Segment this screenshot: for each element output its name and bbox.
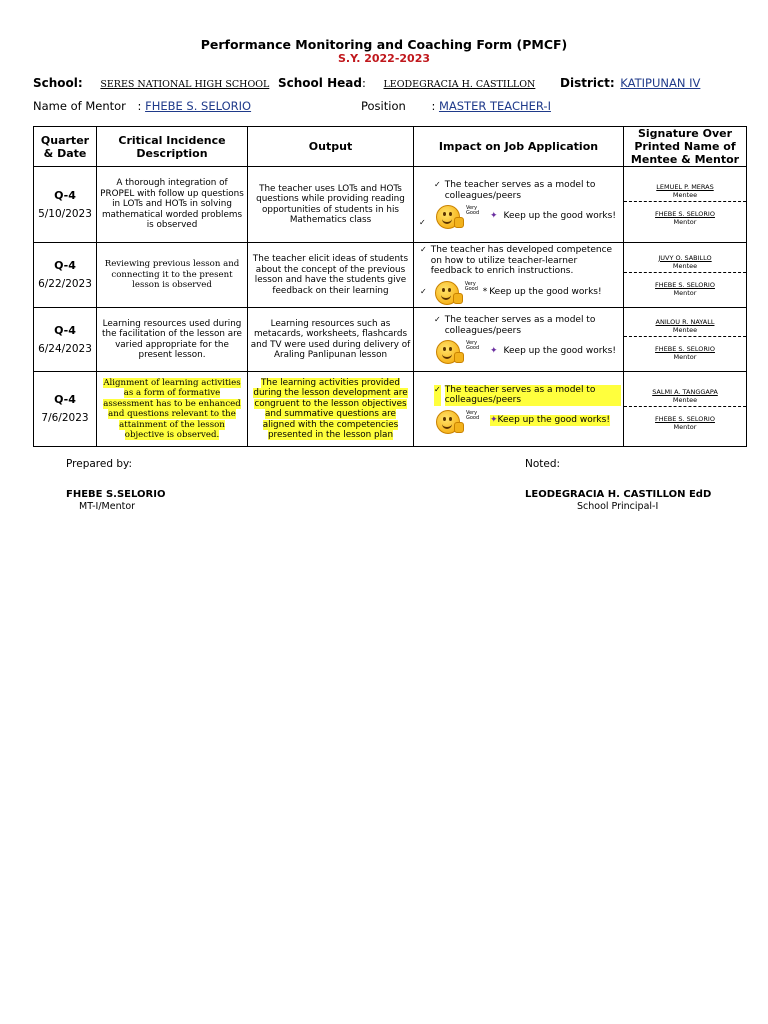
form-title: Performance Monitoring and Coaching Form (PMCF) (200, 37, 568, 52)
output-cell: The teacher elicit ideas of students about the concept of the previous lesson and have the students give feedback on their learning (248, 243, 414, 308)
table-row (34, 308, 747, 372)
quarter: Q-4 (54, 188, 76, 202)
table-row (34, 167, 747, 243)
quarter: Q-4 (54, 323, 76, 337)
pmcf-table (33, 126, 747, 447)
header-quarter-date: Quarter & Date (34, 127, 97, 167)
district-value: KATIPUNAN IV (620, 76, 701, 90)
mentor-field (33, 99, 251, 113)
very-good-smiley-icon (436, 203, 466, 229)
impact-text: The teacher has developed competence on how to utilize teacher-learner feedback to enrich instructions. (430, 245, 613, 277)
description-highlight: Alignment of learning activities as a form of formative assessment has to be enhanced and questions relevant to the attainment of the lesson objective is observed. (103, 377, 241, 440)
very-good-smiley-icon (436, 408, 466, 434)
prepared-by-title: MT-I/Mentor (79, 501, 136, 512)
impact-line (416, 385, 621, 406)
mentee-role: Mentee (672, 191, 698, 199)
mentor-role: Mentor (673, 218, 697, 226)
school-label: School: (33, 76, 83, 90)
check-icon: ✓ (434, 385, 441, 406)
remark-row (416, 203, 621, 229)
impact-line (416, 315, 621, 336)
school-head-colon: : (361, 76, 366, 90)
position-label: Position (361, 99, 406, 113)
description-cell: Reviewing previous lesson and connecting it to the present lesson is observed (97, 243, 248, 308)
quarter-date-cell (34, 372, 97, 447)
mentee-role: Mentee (672, 261, 698, 270)
star-bullet-icon: ✦ (490, 415, 498, 426)
school-head-field (278, 76, 535, 90)
description-cell: A thorough integration of PROPEL with follow up questions in LOTs and HOTs in solving mathematical worded problems is observed (97, 167, 248, 243)
description-cell: Learning resources used during the facilitation of the lesson are varied appropriate for the present lesson. (97, 308, 248, 372)
date: 7/6/2023 (41, 412, 89, 424)
check-icon: ✓ (419, 217, 426, 227)
mentee-role: Mentee (672, 395, 698, 404)
impact-text: The teacher serves as a model to colleagues/peers (444, 315, 596, 336)
star-bullet-icon: ✦ (490, 210, 498, 221)
output-highlight: The learning activities provided during the lesson development are congruent to the lesson objectives and summative questions are aligned with the competencies presented in the lesson plan (253, 377, 408, 440)
signature-cell (624, 167, 747, 243)
table-row (34, 372, 747, 447)
header-signature: Signature Over Printed Name of Mentee & Mentor (624, 127, 747, 167)
very-good-label: Very Good (466, 340, 480, 351)
mentee-name: SALMI A. TANGGAPA (652, 387, 718, 396)
impact-cell (414, 167, 624, 243)
school-head-value: LEODEGRACIA H. CASTILLON (383, 79, 536, 90)
impact-text: The teacher serves as a model to colleagues/peers (445, 385, 621, 406)
school-year: S.Y. 2022-2023 (337, 52, 431, 65)
mentee-name: ANILOU R. NAYALL (655, 318, 715, 326)
very-good-label: Very Good (464, 280, 478, 292)
mentor-name: FHEBE S. SELORIO (655, 345, 715, 353)
impact-cell (414, 372, 624, 447)
check-icon: ✓ (420, 245, 427, 255)
district-label: District: (560, 76, 615, 90)
header-impact: Impact on Job Application (414, 127, 624, 167)
remark-row (416, 338, 621, 364)
school-value: SERES NATIONAL HIGH SCHOOL (100, 79, 270, 90)
mentor-name: FHEBE S. SELORIO (655, 210, 715, 218)
position-value: MASTER TEACHER-I (438, 99, 551, 113)
remark-row (416, 408, 621, 434)
check-icon: ✓ (434, 315, 441, 324)
output-cell: Learning resources such as metacards, worksheets, flashcards and TV were used during delivery of Araling Panlipunan lesson (248, 308, 414, 372)
header-critical-incidence: Critical Incidence Description (97, 127, 248, 167)
header-output: Output (248, 127, 414, 167)
mentee-name: LEMUEL P. MERAS (656, 183, 714, 191)
check-icon: ✓ (420, 286, 427, 296)
asterisk-icon: * (482, 286, 488, 297)
quarter-date-cell (34, 243, 97, 308)
quarter-date-cell (34, 167, 97, 243)
impact-text: The teacher serves as a model to colleagues/peers (444, 180, 596, 201)
date: 5/10/2023 (38, 207, 92, 220)
mentor-role: Mentor (673, 353, 697, 361)
check-icon: ✓ (434, 180, 441, 189)
impact-cell (414, 243, 624, 308)
very-good-smiley-icon (435, 279, 465, 305)
school-field (33, 76, 269, 90)
remark-text: Keep up the good works! (503, 210, 616, 221)
noted-title: School Principal-I (577, 501, 659, 512)
mentor-name: FHEBE S. SELORIO (655, 280, 715, 289)
prepared-by-name: FHEBE S.SELORIO (66, 489, 166, 500)
output-cell (248, 372, 414, 447)
district-field (560, 76, 700, 90)
impact-cell (414, 308, 624, 372)
position-colon: : (431, 99, 436, 113)
quarter: Q-4 (54, 259, 76, 272)
table-row (34, 243, 747, 308)
very-good-label: Very Good (466, 205, 480, 216)
very-good-label: Very Good (466, 409, 480, 421)
date: 6/22/2023 (38, 278, 92, 290)
mentee-role: Mentee (672, 326, 698, 334)
very-good-smiley-icon (436, 338, 466, 364)
star-bullet-icon: ✦ (490, 345, 498, 356)
remark-text: Keep up the good works! (503, 345, 616, 356)
mentee-name: JUVY O. SABILLO (658, 253, 712, 262)
description-cell (97, 372, 248, 447)
table-header-row (34, 127, 747, 167)
mentor-colon: : (137, 99, 142, 113)
school-head-label: School Head (278, 76, 362, 90)
noted-name: LEODEGRACIA H. CASTILLON EdD (525, 489, 712, 500)
remark-text: Keep up the good works! (497, 415, 610, 426)
remark-text: Keep up the good works! (489, 286, 602, 297)
remark-row (416, 279, 621, 305)
quarter: Q-4 (54, 393, 76, 406)
mentor-name: FHEBE S. SELORIO (655, 414, 715, 423)
date: 6/24/2023 (38, 342, 92, 355)
mentor-role: Mentor (673, 422, 697, 431)
output-cell: The teacher uses LOTs and HOTs questions while providing reading opportunities of students in his Mathematics class (248, 167, 414, 243)
mentor-role: Mentor (673, 288, 697, 297)
impact-line (416, 180, 621, 201)
impact-line (416, 245, 621, 277)
signature-cell (624, 372, 747, 447)
mentor-value: FHEBE S. SELORIO (145, 99, 252, 113)
prepared-by-label: Prepared by: (66, 458, 132, 470)
noted-label: Noted: (525, 458, 561, 470)
position-field (361, 99, 551, 113)
signature-cell (624, 243, 747, 308)
mentor-label: Name of Mentor (33, 99, 126, 113)
quarter-date-cell (34, 308, 97, 372)
signature-cell (624, 308, 747, 372)
